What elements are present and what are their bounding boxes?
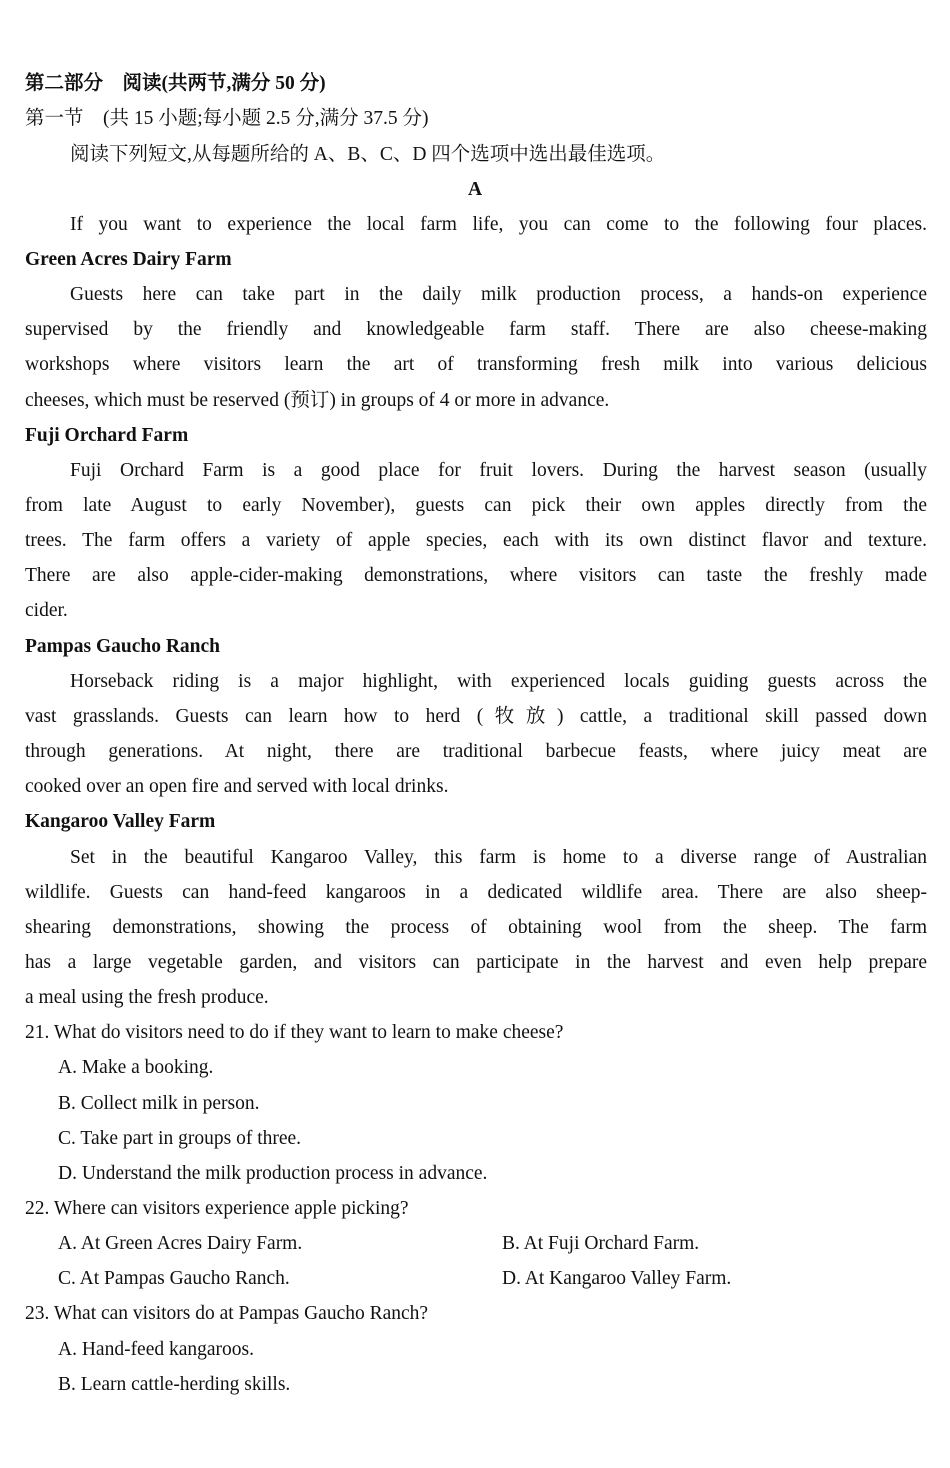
- question-stem: 21. What do visitors need to do if they want to learn to make cheese?: [25, 1022, 564, 1043]
- answer-option: B. Learn cattle-herding skills.: [58, 1374, 291, 1395]
- answer-option: A. Make a booking.: [58, 1057, 214, 1078]
- question-stem: 22. Where can visitors experience apple picking?: [25, 1198, 409, 1219]
- paragraph-line: cheeses, which must be reserved (预订) in groups of 4 or more in advance.: [25, 390, 610, 411]
- answer-option: B. Collect milk in person.: [58, 1093, 260, 1114]
- paragraph-line: There are also apple-cider-making demonstrations, where visitors can taste the freshly made: [25, 565, 927, 586]
- paragraph-line: wildlife. Guests can hand-feed kangaroos in a dedicated wildlife area. There are also sheep-: [25, 882, 927, 903]
- paragraph-line: Guests here can take part in the daily milk production process, a hands-on experience: [70, 284, 927, 305]
- answer-option: C. Take part in groups of three.: [58, 1128, 302, 1149]
- section-title: 第一节 (共 15 小题;每小题 2.5 分,满分 37.5 分): [25, 108, 429, 129]
- farm-heading: Kangaroo Valley Farm: [25, 811, 216, 832]
- answer-option: D. At Kangaroo Valley Farm.: [502, 1268, 732, 1289]
- paragraph-line: Horseback riding is a major highlight, with experienced locals guiding guests across the: [70, 671, 927, 692]
- passage-label: A: [467, 179, 483, 200]
- answer-option: B. At Fuji Orchard Farm.: [502, 1233, 700, 1254]
- paragraph-line: from late August to early November), guests can pick their own apples directly from the: [25, 495, 927, 516]
- paragraph-line: Fuji Orchard Farm is a good place for fruit lovers. During the harvest season (usually: [70, 460, 927, 481]
- farm-heading: Fuji Orchard Farm: [25, 425, 189, 446]
- paragraph-line: a meal using the fresh produce.: [25, 987, 269, 1008]
- intro-paragraph: If you want to experience the local farm life, you can come to the following four places.: [70, 214, 927, 235]
- paragraph-line: has a large vegetable garden, and visitors can participate in the harvest and even help prepare: [25, 952, 927, 973]
- answer-option: A. Hand-feed kangaroos.: [58, 1339, 255, 1360]
- farm-heading: Pampas Gaucho Ranch: [25, 636, 221, 657]
- paragraph-line: vast grasslands. Guests can learn how to herd (牧放) cattle, a traditional skill passed down: [25, 706, 927, 727]
- answer-option: D. Understand the milk production process in advance.: [58, 1163, 488, 1184]
- paragraph-line: cider.: [25, 600, 68, 621]
- instruction: 阅读下列短文,从每题所给的 A、B、C、D 四个选项中选出最佳选项。: [70, 144, 666, 165]
- paragraph-line: workshops where visitors learn the art of transforming fresh milk into various delicious: [25, 354, 927, 375]
- paragraph-line: supervised by the friendly and knowledgeable farm staff. There are also cheese-making: [25, 319, 927, 340]
- paragraph-line: trees. The farm offers a variety of apple species, each with its own distinct flavor and texture.: [25, 530, 927, 551]
- farm-heading: Green Acres Dairy Farm: [25, 249, 232, 270]
- answer-option: C. At Pampas Gaucho Ranch.: [58, 1268, 290, 1289]
- part-title: 第二部分 阅读(共两节,满分 50 分): [25, 73, 326, 94]
- paragraph-line: Set in the beautiful Kangaroo Valley, this farm is home to a diverse range of Australian: [70, 847, 927, 868]
- paragraph-line: shearing demonstrations, showing the process of obtaining wool from the sheep. The farm: [25, 917, 927, 938]
- answer-option: A. At Green Acres Dairy Farm.: [58, 1233, 303, 1254]
- paragraph-line: through generations. At night, there are traditional barbecue feasts, where juicy meat are: [25, 741, 927, 762]
- question-stem: 23. What can visitors do at Pampas Gaucho Ranch?: [25, 1303, 429, 1324]
- paragraph-line: cooked over an open fire and served with local drinks.: [25, 776, 449, 797]
